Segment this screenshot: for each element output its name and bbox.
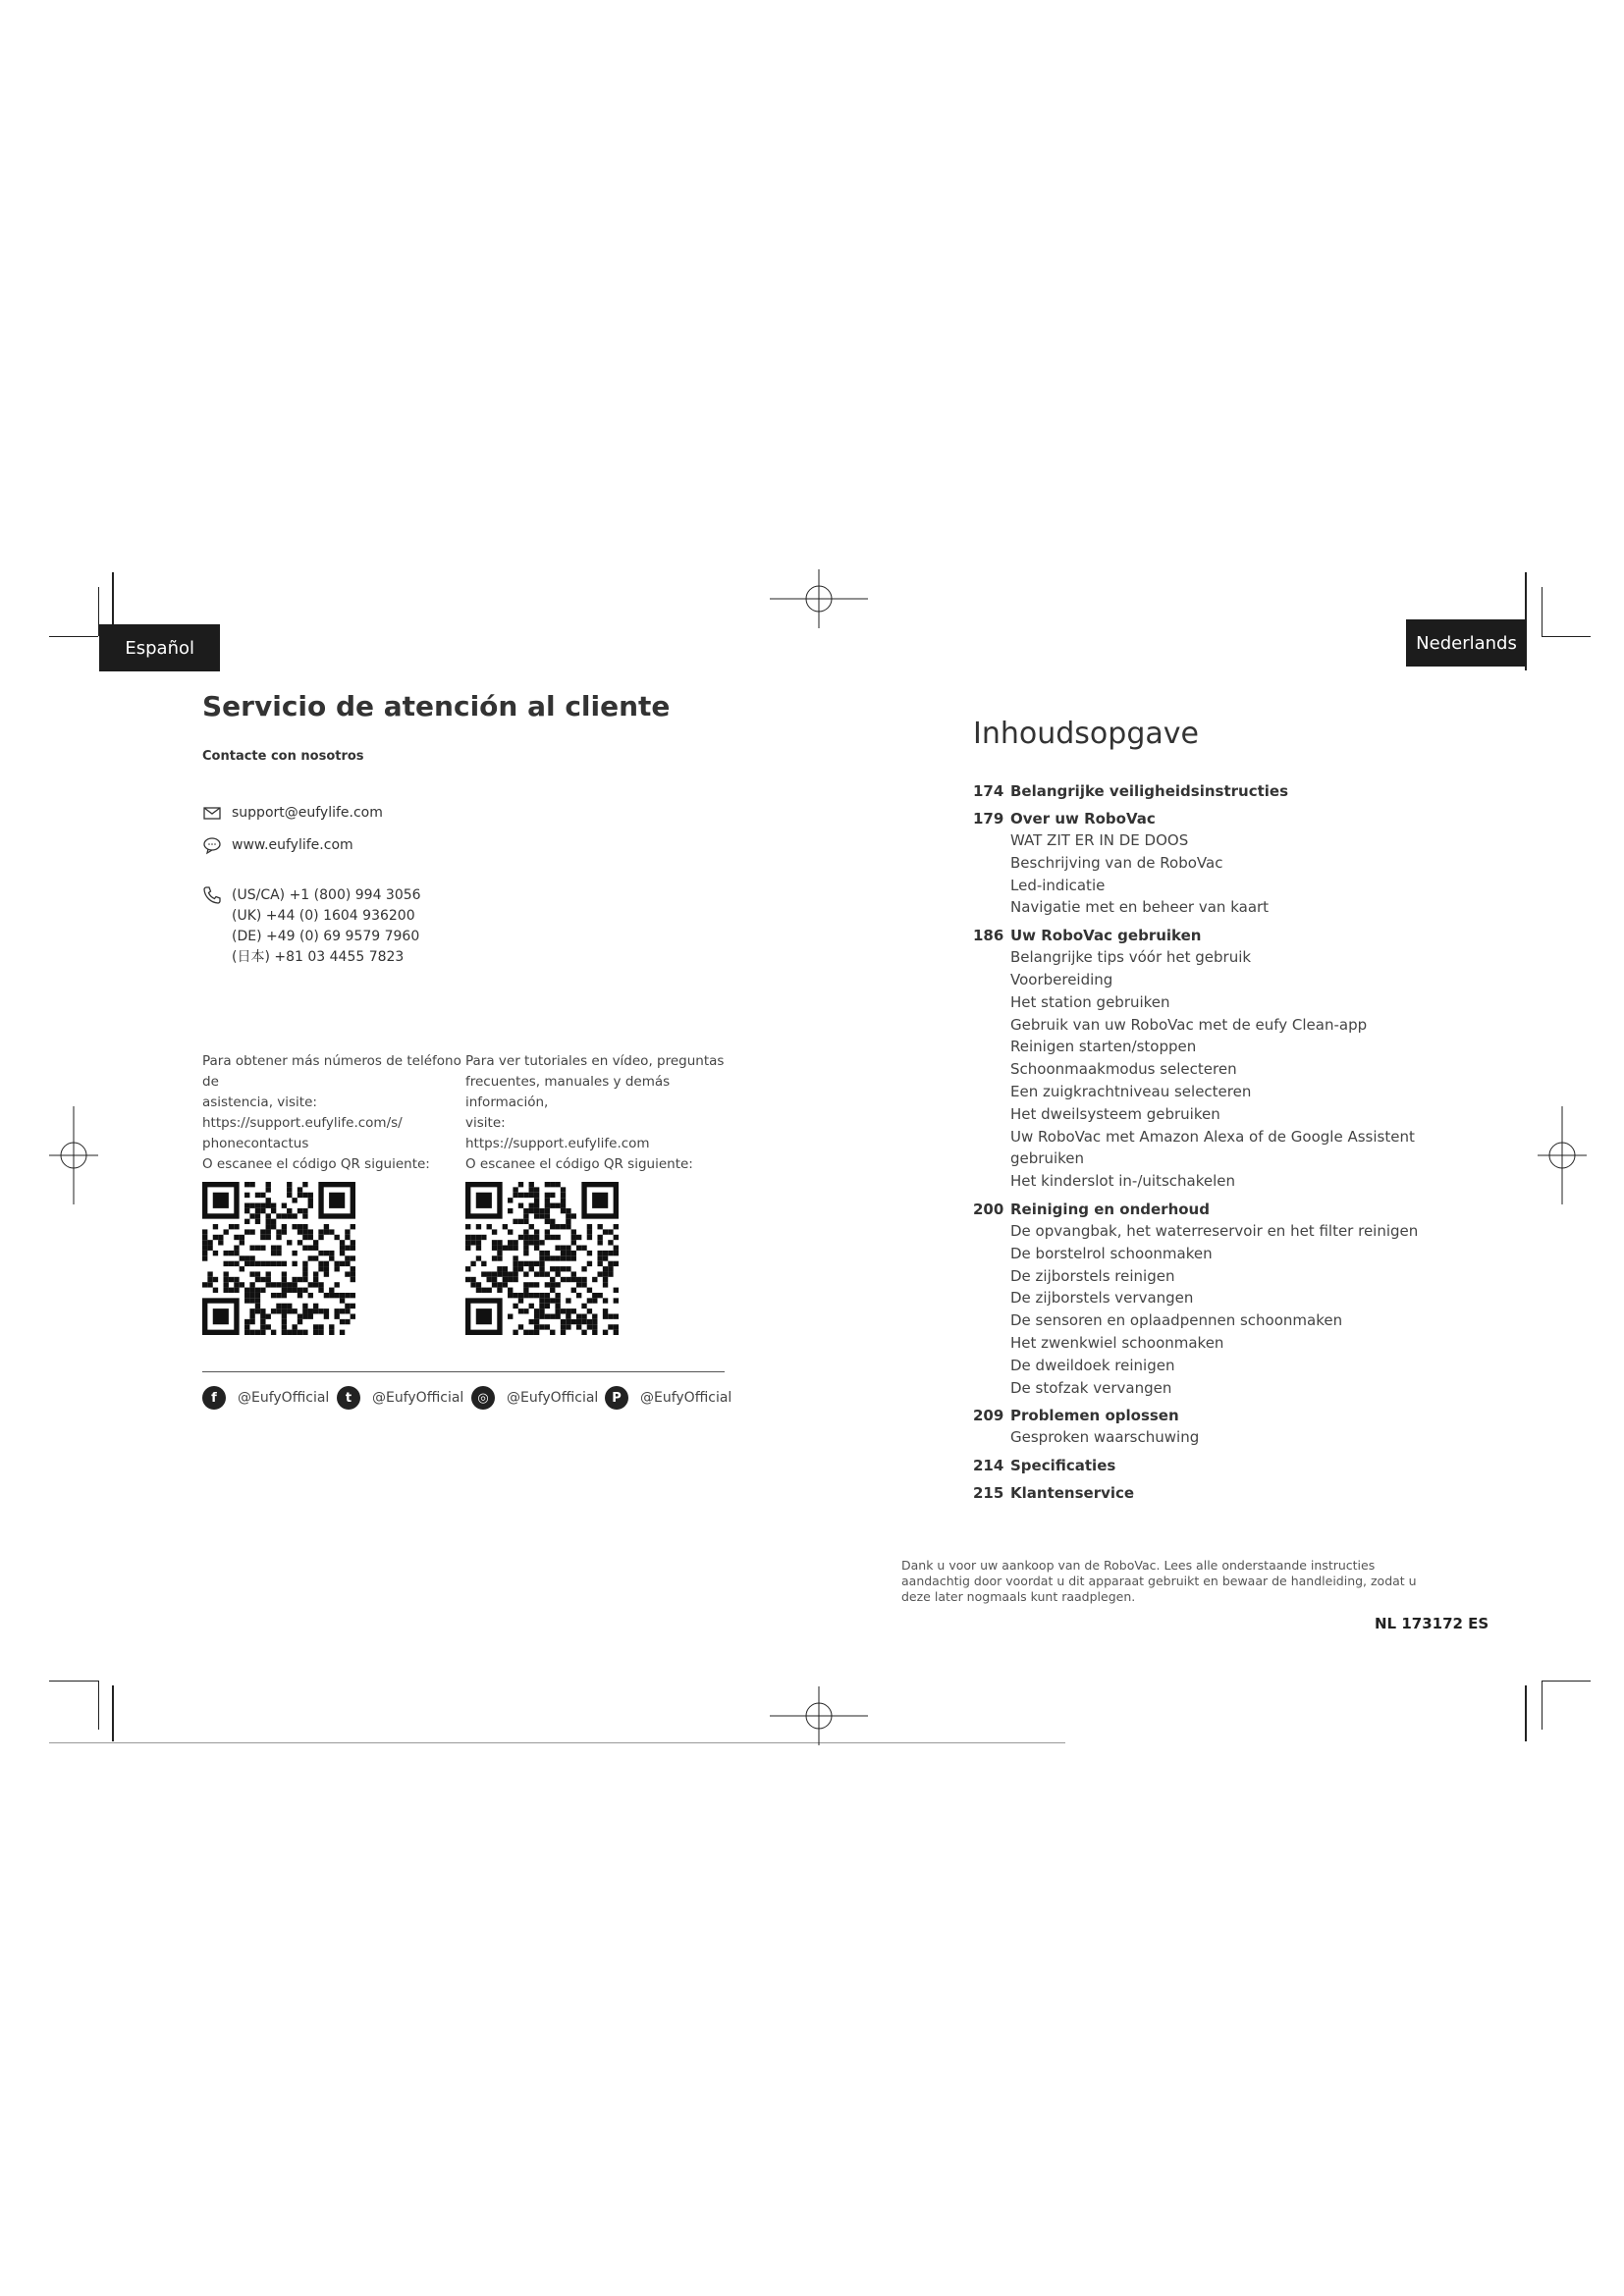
- toc-item: De opvangbak, het waterreservoir en het filter reinigen: [1010, 1221, 1419, 1240]
- toc-section-title: Problemen oplossen: [1010, 1407, 1179, 1425]
- info-text: frecuentes, manuales y demás información,: [465, 1074, 671, 1110]
- toc-title: Inhoudsopgave: [973, 717, 1199, 751]
- page-title: Servicio de atención al cliente: [202, 690, 671, 722]
- toc-item: Led-indicatie: [1010, 876, 1106, 894]
- website-line: [202, 835, 353, 855]
- crop-mark: [1542, 1681, 1543, 1730]
- crop-mark: [1542, 1681, 1591, 1682]
- toc-item: Navigatie met en beheer van kaart: [1010, 898, 1270, 917]
- toc-page-number: 209: [973, 1407, 1004, 1425]
- toc-item: Uw RoboVac met Amazon Alexa of de Google Assistent gebruiken: [1010, 1127, 1415, 1168]
- info-link: https://support.eufylife.com: [465, 1136, 650, 1151]
- toc-section: [973, 1482, 1435, 1504]
- info-text: Para ver tutoriales en vídeo, preguntas: [465, 1053, 725, 1069]
- toc-page-number: 200: [973, 1200, 1004, 1218]
- social-handle: @EufyOfficial: [640, 1390, 732, 1406]
- crop-mark: [1542, 587, 1543, 636]
- toc-item: Het kinderslot in-/uitschakelen: [1010, 1172, 1235, 1191]
- support-tutorial-info: [465, 1051, 726, 1175]
- crop-mark: [49, 1681, 98, 1682]
- page-code: NL 173172 ES: [1375, 1615, 1489, 1632]
- info-text: O escanee el código QR siguiente:: [202, 1156, 430, 1172]
- chat-icon: [202, 835, 222, 855]
- info-text: asistencia, visite:: [202, 1095, 317, 1110]
- phone-number: (UK) +44 (0) 1604 936200: [232, 908, 415, 924]
- toc-item: Voorbereiding: [1010, 970, 1113, 988]
- phone-number: (DE) +49 (0) 69 9579 7960: [232, 929, 420, 944]
- social-facebook: [202, 1386, 329, 1410]
- toc-item: De zijborstels reinigen: [1010, 1266, 1175, 1285]
- toc-page-number: 214: [973, 1457, 1004, 1475]
- email-address: support@eufylife.com: [232, 805, 383, 821]
- info-text: Para obtener más números de teléfono de: [202, 1053, 461, 1090]
- registration-mark-bottom: [770, 1686, 868, 1745]
- toc-item: Gebruik van uw RoboVac met de eufy Clean-app: [1010, 1015, 1368, 1034]
- toc-page-number: 215: [973, 1484, 1004, 1503]
- toc-page-number: 186: [973, 927, 1004, 945]
- toc-item: De dweildoek reinigen: [1010, 1356, 1175, 1374]
- toc-section-title: Uw RoboVac gebruiken: [1010, 927, 1202, 945]
- toc-item: De sensoren en oplaadpennen schoonmaken: [1010, 1311, 1343, 1330]
- toc-section-title: Klantenservice: [1010, 1484, 1135, 1503]
- registration-mark-right: [1538, 1106, 1587, 1204]
- toc-item: Reinigen starten/stoppen: [1010, 1038, 1197, 1056]
- trim-line: [49, 1742, 1065, 1743]
- crop-mark: [49, 636, 98, 637]
- toc-item: Het zwenkwiel schoonmaken: [1010, 1333, 1224, 1352]
- social-handle: @EufyOfficial: [238, 1390, 330, 1406]
- registration-mark-top: [770, 569, 868, 628]
- crop-mark: [98, 1681, 99, 1730]
- phone-number: (日本) +81 03 4455 7823: [232, 949, 405, 965]
- phone-number: (US/CA) +1 (800) 994 3056: [232, 887, 421, 903]
- toc-item: Het dweilsysteem gebruiken: [1010, 1104, 1220, 1123]
- toc-item: Een zuigkrachtniveau selecteren: [1010, 1082, 1252, 1100]
- twitter-icon: t: [337, 1386, 360, 1410]
- contact-subtitle: Contacte con nosotros: [202, 749, 364, 764]
- toc-item: WAT ZIT ER IN DE DOOS: [1010, 831, 1189, 849]
- toc-item: De borstelrol schoonmaken: [1010, 1244, 1213, 1262]
- language-tab-nl: Nederlands: [1406, 619, 1527, 667]
- mail-icon: [202, 803, 222, 823]
- instagram-icon: ◎: [471, 1386, 495, 1410]
- divider: [202, 1371, 725, 1372]
- toc-spacer: [973, 1504, 1435, 1510]
- crop-mark: [112, 1685, 114, 1741]
- social-instagram: [471, 1386, 598, 1410]
- toc-section: [973, 1199, 1435, 1220]
- toc-item: Belangrijke tips vóór het gebruik: [1010, 948, 1252, 967]
- toc-section-title: Specificaties: [1010, 1457, 1116, 1475]
- facebook-icon: f: [202, 1386, 226, 1410]
- social-handle: @EufyOfficial: [372, 1390, 464, 1406]
- pinterest-icon: P: [605, 1386, 628, 1410]
- thank-you-note: Dank u voor uw aankoop van de RoboVac. Lees alle onderstaande instructies aandachtig door voordat u dit apparaat gebruikt en bewaar de handleiding, zodat u deze later nogmaals kunt raadplegen.: [901, 1558, 1417, 1604]
- qr-code-phone-contact: [202, 1182, 355, 1335]
- toc-section-title: Reiniging en onderhoud: [1010, 1200, 1210, 1218]
- toc-page-number: 179: [973, 810, 1004, 828]
- toc-item: De zijborstels vervangen: [1010, 1289, 1194, 1308]
- toc-item: Beschrijving van de RoboVac: [1010, 853, 1223, 872]
- language-tab-es: Español: [99, 624, 220, 671]
- toc-page-number: 174: [973, 782, 1004, 800]
- crop-mark: [1542, 636, 1591, 637]
- toc-section-title: Belangrijke veiligheidsinstructies: [1010, 782, 1289, 800]
- crop-mark: [1525, 1685, 1527, 1741]
- info-link: https://support.eufylife.com/s/: [202, 1115, 403, 1131]
- email-line: [202, 803, 383, 823]
- toc-section: [973, 780, 1435, 802]
- toc-section: [973, 1455, 1435, 1476]
- social-twitter: [337, 1386, 463, 1410]
- toc-item: De stofzak vervangen: [1010, 1378, 1172, 1397]
- social-handle: @EufyOfficial: [507, 1390, 599, 1406]
- social-pinterest: [605, 1386, 731, 1410]
- toc-section: [973, 808, 1435, 829]
- toc-item: Schoonmaakmodus selecteren: [1010, 1060, 1237, 1079]
- website-address: www.eufylife.com: [232, 837, 353, 853]
- phone-list: [232, 885, 421, 968]
- qr-code-support: [465, 1182, 619, 1335]
- toc-item: Het station gebruiken: [1010, 992, 1170, 1011]
- table-of-contents: [973, 780, 1435, 1510]
- toc-item: Gesproken waarschuwing: [1010, 1428, 1200, 1447]
- toc-section: [973, 925, 1435, 946]
- toc-section: [973, 1405, 1435, 1426]
- support-phone-info: [202, 1051, 462, 1175]
- info-text: O escanee el código QR siguiente:: [465, 1156, 693, 1172]
- phone-icon: [202, 885, 222, 905]
- info-text: visite:: [465, 1115, 506, 1131]
- registration-mark-left: [49, 1106, 98, 1204]
- toc-section-title: Over uw RoboVac: [1010, 810, 1156, 828]
- info-link: phonecontactus: [202, 1136, 309, 1151]
